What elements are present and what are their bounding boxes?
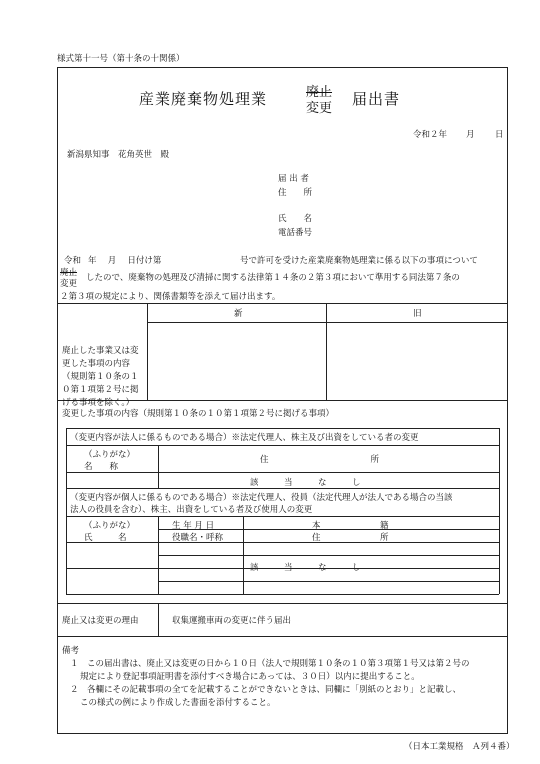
rule-sub-right [499, 428, 500, 594]
rule-corp-bottom [66, 488, 499, 489]
title-option-abolish: 廃止 [306, 85, 333, 100]
notes-heading: 備考 [62, 646, 80, 656]
rule-indiv-header-top [66, 516, 499, 517]
rule-indiv-row2-mid [158, 581, 499, 582]
indiv-position-label: 役職名・呼称 [172, 533, 224, 543]
reason-value: 収集運搬車両の変更に伴う届出 [172, 616, 292, 626]
indiv-caption-2: 法人の役員を含む）、株主、出資をしている者及び使用人の変更 [70, 505, 313, 515]
reason-label: 廃止又は変更の理由 [62, 616, 139, 626]
rule-corp-header-top [66, 445, 499, 446]
rule-corp-name-col [158, 445, 159, 488]
notifier-name-label: 氏 名 [278, 214, 313, 224]
body-era: 令和 [64, 256, 82, 266]
rule-indiv-header-bottom [66, 542, 499, 543]
body-line2: したので、廃棄物の処理及び清掃に関する法律第１４条の２第３項において準用する同法第７条の [86, 273, 460, 283]
indiv-name-label: 氏 名 [84, 533, 127, 543]
rule-indiv-row-mid [158, 555, 499, 556]
rule-indiv-left [66, 488, 67, 594]
date-era: 令和２年 [413, 130, 448, 140]
body-option-change: 変更 [60, 279, 78, 289]
column-header-old: 旧 [413, 309, 422, 319]
notifier-label: 届 出 者 [278, 174, 309, 184]
body-permit-part: 号で許可を受けた産業廃棄物処理業に係る以下の事項について [240, 256, 478, 266]
notifier-phone-label: 電話番号 [278, 228, 313, 238]
title-suffix: 届出書 [352, 90, 401, 108]
rule-reason-col [158, 603, 159, 636]
indiv-birth-label: 生 年 月 日 [172, 521, 215, 531]
date-month: 月 [466, 130, 475, 140]
rule-corp-left [66, 428, 67, 488]
footer-standard: （日本工業規格 Ａ列４番） [404, 742, 515, 752]
note-1-line-2: 規定により登記事項証明書を添付すべき場合にあっては、３０日）以内に提出すること。 [80, 672, 420, 682]
column-header-new: 新 [234, 309, 243, 319]
rule-table-top [57, 303, 508, 304]
note-2-line-1: ２ 各欄にその記載事項の全てを記載することができないときは、同欄に「別紙のとおり」と記載し、 [70, 685, 462, 695]
corp-caption: （変更内容が法人に係るものである場合）※法定代理人、株主及び出資をしている者の変更 [70, 433, 419, 443]
indiv-domicile-label: 本 籍 [312, 521, 389, 531]
form-code: 様式第十一号（第十条の十関係） [57, 54, 185, 64]
form-title: 産業廃棄物処理業 [139, 90, 268, 108]
notifier-address-label: 住 所 [278, 188, 313, 198]
indiv-address-label: 住 所 [312, 533, 389, 543]
date-day: 日 [495, 130, 504, 140]
body-option-abolish: 廃止 [60, 268, 78, 278]
indiv-none: 該 当 な し [250, 563, 361, 573]
corp-address-label: 住 所 [260, 455, 380, 465]
note-2-line-2: この様式の例により作成した書面を添付すること。 [80, 698, 276, 708]
corp-none: 該 当 な し [250, 478, 361, 488]
note-1-line-1: １ この届出書は、廃止又は変更の日から１０日（法人で規則第１０条の１０第３項第１号又は第２号の [70, 659, 470, 669]
indiv-furigana-label: （ふりがな） [84, 521, 136, 531]
title-option-change: 変更 [306, 101, 333, 116]
rule-indiv-row-bottom [66, 568, 499, 569]
rule-indiv-header-mid [158, 529, 499, 530]
corp-name-label: 名 称 [84, 462, 119, 472]
rule-reason-bottom [57, 636, 508, 637]
rule-header-bottom [147, 322, 508, 323]
rule-label-col [147, 303, 148, 400]
row1-label: 廃止した事業又は変更した事項の内容（規則第１０条の１０第１項第２号に掲げる事項を除く。） [62, 346, 139, 408]
body-line3: ２第３項の規定により、関係書類等を添えて届け出ます。 [60, 292, 281, 302]
rule-corp-header-bottom [66, 472, 499, 473]
rule-corp-top [66, 428, 499, 429]
rule-reason-top [57, 603, 508, 604]
addressee: 新潟県知事 花角英世 殿 [67, 150, 170, 160]
indiv-caption-1: （変更内容が個人に係るものである場合）※法定代理人、役員（法定代理人が法人である場合の当該 [70, 493, 453, 503]
rule-indiv-bottom [66, 594, 499, 595]
rule-new-old-divider [326, 303, 327, 400]
section2-title: 変更した事項の内容（規則第１０条の１０第１項第２号に掲げる事項） [62, 409, 335, 419]
body-date-part: 年 月 日付け第 [88, 256, 162, 266]
corp-furigana-label: （ふりがな） [84, 450, 136, 460]
